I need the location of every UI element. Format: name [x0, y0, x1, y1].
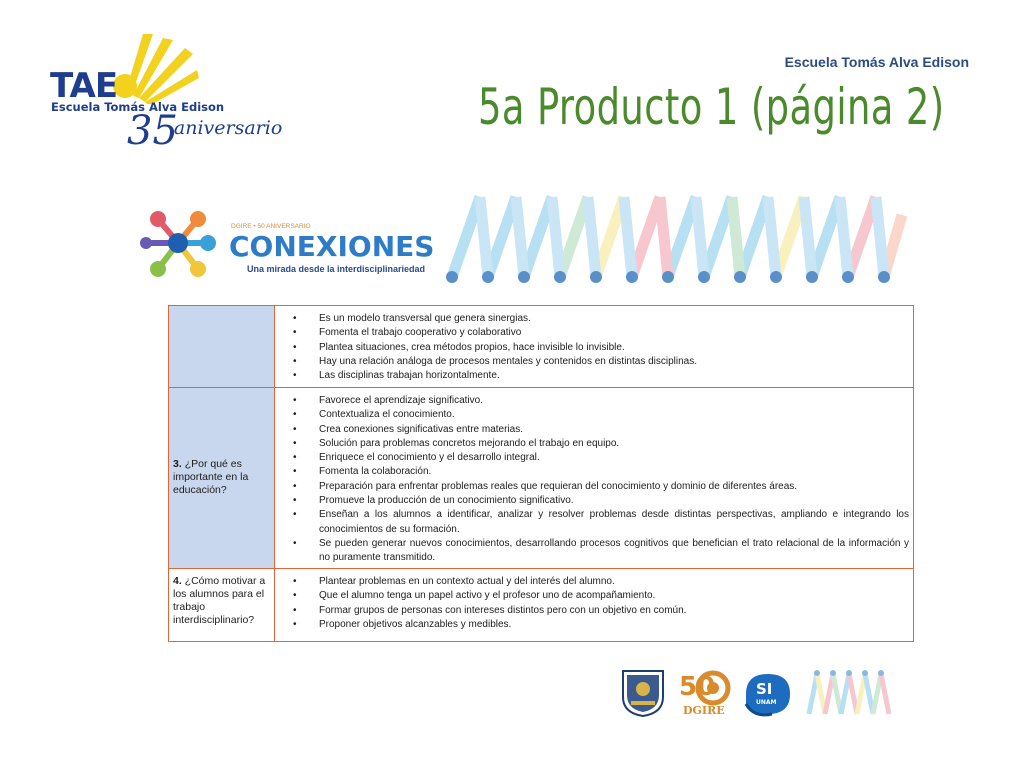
question-number: 4.: [173, 575, 182, 587]
stripes-banner: [440, 195, 910, 290]
answer-list: [305, 394, 909, 566]
list-item: • Favorece el aprendizaje significativo.: [305, 394, 909, 408]
list-item: • Plantea situaciones, crea métodos propios, hace invisible lo invisible.: [305, 341, 909, 355]
list-item: • Crea conexiones significativas entre materias.: [305, 423, 909, 437]
tae-anniversary: [127, 108, 282, 154]
list-item: • Se pueden generar nuevos conocimientos, desarrollando procesos cognitivos que benefician el trato relacional de la información y no puramente transmitido.: [305, 537, 909, 566]
content-table: [168, 305, 914, 642]
dgire-logo: [677, 670, 733, 718]
answer-cell: [275, 569, 913, 641]
slide-title: 5a Producto 1 (página 2): [478, 78, 945, 136]
list-item: • Fomenta la colaboración.: [305, 465, 909, 479]
list-item: • Proponer objetivos alcanzables y medibles.: [305, 618, 909, 632]
list-item: • Plantear problemas en un contexto actual y del interés del alumno.: [305, 575, 909, 589]
si-unam-logo: [742, 670, 794, 718]
list-item: • Contextualiza el conocimiento.: [305, 408, 909, 422]
tae-anniversary-number: 35: [127, 108, 178, 154]
tae-anniversary-text: aniversario: [173, 117, 283, 139]
answer-cell: [275, 306, 913, 387]
question-label: [173, 458, 270, 497]
list-item: • Formar grupos de personas con intereses distintos pero con un objetivo en común.: [305, 604, 909, 618]
si-subtext: UNAM: [756, 699, 777, 706]
conexiones-tagline: Una mirada desde la interdisciplinariedad: [247, 264, 426, 274]
table-row: [169, 388, 913, 569]
dgire-number: 50: [679, 672, 716, 702]
list-item: • Las disciplinas trabajan horizontalmente.: [305, 369, 909, 383]
answer-list: [305, 575, 909, 632]
question-label: [173, 575, 270, 627]
network-icon: [140, 205, 220, 285]
conexiones-logo: [140, 205, 435, 285]
tae-letters: TAE: [50, 66, 118, 106]
list-item: • Enriquece el conocimiento y el desarrollo integral.: [305, 451, 909, 465]
table-row: [169, 306, 913, 388]
school-name: Escuela Tomás Alva Edison: [784, 54, 969, 70]
unam-shield-icon: [621, 667, 665, 717]
question-text: ¿Por qué es importante en la educación?: [173, 458, 249, 496]
answer-cell: [275, 388, 913, 568]
question-number: 3.: [173, 458, 182, 470]
mini-stripes-icon: [803, 668, 897, 718]
list-item: • Promueve la producción de un conocimiento significativo.: [305, 494, 909, 508]
tae-school-name: Escuela Tomás Alva Edison: [51, 100, 225, 114]
si-text: SI: [756, 680, 773, 698]
conexiones-small-text: DGIRE • 50 ANIVERSARIO: [231, 223, 311, 230]
list-item: • Solución para problemas concretos mejorando el trabajo en equipo.: [305, 437, 909, 451]
list-item: • Fomenta el trabajo cooperativo y colaborativo: [305, 326, 909, 340]
list-item: • Preparación para enfrentar problemas reales que requieran del conocimiento y dominio de diferentes áreas.: [305, 480, 909, 494]
list-item: • Que el alumno tenga un papel activo y el profesor uno de acompañamiento.: [305, 589, 909, 603]
sun-rays-icon: [105, 34, 265, 104]
question-cell: [169, 306, 275, 387]
list-item: • Enseñan a los alumnos a identificar, analizar y resolver problemas desde distintas perspectivas, ampliando e integrando los conocimientos de su formación.: [305, 508, 909, 537]
answer-list: [305, 312, 909, 383]
tae-logo: [45, 34, 315, 164]
conexiones-name: CONEXIONES: [229, 230, 435, 263]
question-text: ¿Cómo motivar a los alumnos para el trabajo interdisciplinario?: [173, 575, 266, 626]
list-item: • Es un modelo transversal que genera sinergias.: [305, 312, 909, 326]
list-item: • Hay una relación análoga de procesos mentales y contenidos en distintas disciplinas.: [305, 355, 909, 369]
table-row: [169, 569, 913, 641]
question-cell: [169, 388, 275, 568]
dgire-text: DGIRE: [683, 704, 725, 717]
question-cell: [169, 569, 275, 641]
